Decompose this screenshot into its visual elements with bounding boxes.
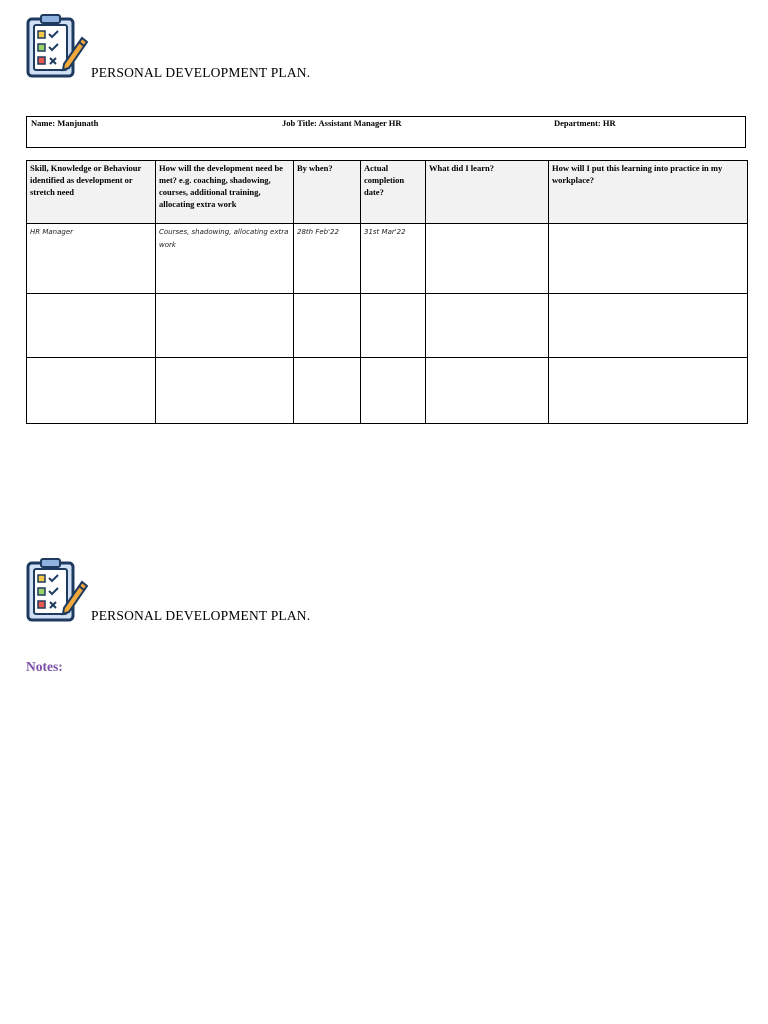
checklist-clipboard-icon — [26, 558, 88, 622]
table-cell[interactable] — [156, 358, 294, 424]
section-title: PERSONAL DEVELOPMENT PLAN. — [91, 608, 311, 623]
table-cell[interactable] — [426, 294, 549, 358]
table-cell[interactable] — [361, 358, 426, 424]
column-header: How will the development need be met? e.g. coaching, shadowing, courses, additional training, allocating extra work — [156, 161, 294, 224]
table-cell[interactable] — [549, 358, 748, 424]
table-cell[interactable] — [426, 358, 549, 424]
table-row — [27, 294, 748, 358]
page-title: PERSONAL DEVELOPMENT PLAN. — [91, 65, 311, 80]
table-cell[interactable]: HR Manager — [27, 224, 156, 294]
checklist-clipboard-icon — [26, 14, 88, 78]
column-header: What did I learn? — [426, 161, 549, 224]
table-cell[interactable] — [27, 358, 156, 424]
employee-info-box — [26, 116, 746, 148]
table-row — [27, 224, 748, 294]
table-cell[interactable] — [156, 294, 294, 358]
employee-name: Name: Manjunath — [31, 118, 99, 128]
table-cell[interactable] — [549, 224, 748, 294]
table-cell[interactable] — [294, 294, 361, 358]
development-plan-table — [26, 160, 748, 424]
column-header: How will I put this learning into practice in my workplace? — [549, 161, 748, 224]
column-header: Skill, Knowledge or Behaviour identified as development or stretch need — [27, 161, 156, 224]
table-cell[interactable] — [426, 224, 549, 294]
table-cell[interactable] — [549, 294, 748, 358]
table-cell[interactable] — [361, 294, 426, 358]
table-row — [27, 358, 748, 424]
table-cell[interactable]: 31st Mar'22 — [361, 224, 426, 294]
table-cell[interactable] — [27, 294, 156, 358]
column-header: Actual completion date? — [361, 161, 426, 224]
notes-label: Notes: — [26, 659, 63, 674]
table-cell[interactable] — [294, 358, 361, 424]
column-header: By when? — [294, 161, 361, 224]
job-title: Job Title: Assistant Manager HR — [282, 118, 402, 128]
table-cell[interactable]: 28th Feb'22 — [294, 224, 361, 294]
department: Department: HR — [554, 118, 616, 128]
table-header-row — [27, 161, 748, 224]
table-cell[interactable]: Courses, shadowing, allocating extra work — [156, 224, 294, 294]
